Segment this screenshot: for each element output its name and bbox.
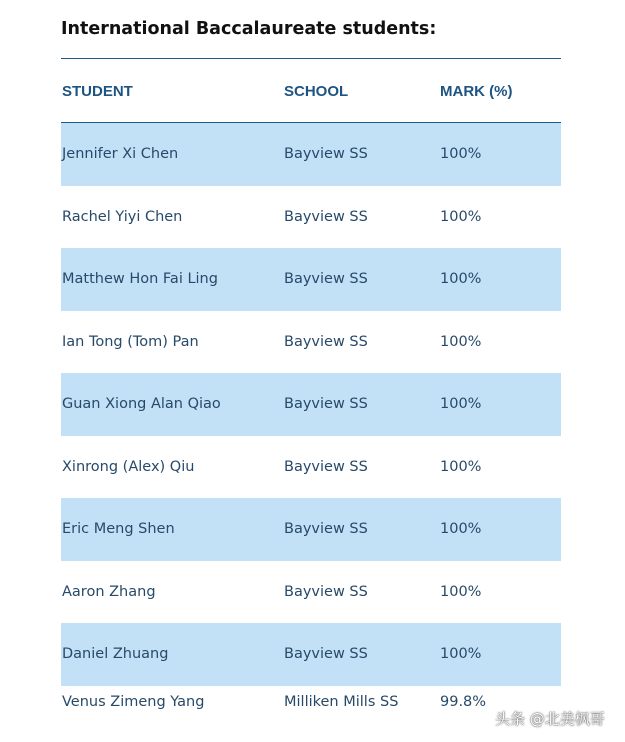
mark-cell: 100% — [440, 458, 482, 475]
school-cell: Milliken Mills SS — [284, 693, 399, 710]
school-cell: Bayview SS — [284, 458, 368, 475]
student-name-cell: Xinrong (Alex) Qiu — [62, 458, 195, 475]
mark-cell: 100% — [440, 583, 482, 600]
student-name-cell: Eric Meng Shen — [62, 521, 175, 537]
table-row — [61, 436, 561, 499]
student-name-cell: Ian Tong (Tom) Pan — [62, 333, 199, 350]
student-name-cell: Daniel Zhuang — [62, 646, 169, 662]
school-cell: Bayview SS — [284, 146, 368, 162]
school-cell: Bayview SS — [284, 521, 368, 537]
student-name-cell: Jennifer Xi Chen — [62, 146, 179, 162]
student-name-cell: Rachel Yiyi Chen — [62, 208, 183, 225]
table-row — [61, 373, 561, 436]
mark-cell: 100% — [440, 396, 482, 412]
school-cell: Bayview SS — [284, 396, 368, 412]
table-header-row — [61, 59, 561, 123]
mark-cell: 100% — [440, 646, 482, 662]
students-table — [61, 58, 561, 726]
column-header-school: SCHOOL — [284, 83, 349, 100]
table-row — [61, 561, 561, 624]
table-row — [61, 186, 561, 249]
school-cell: Bayview SS — [284, 583, 368, 600]
table-row — [61, 623, 561, 686]
school-cell: Bayview SS — [284, 208, 368, 225]
mark-cell: 100% — [440, 333, 482, 350]
student-name-cell: Venus Zimeng Yang — [62, 693, 205, 710]
mark-cell: 100% — [440, 208, 482, 225]
mark-cell: 100% — [440, 271, 482, 287]
page-heading: International Baccalaureate students: — [61, 19, 437, 39]
student-name-cell: Guan Xiong Alan Qiao — [62, 396, 221, 412]
column-header-student: STUDENT — [62, 83, 133, 100]
watermark-text: 头条 @北美枫哥 — [495, 710, 605, 728]
student-name-cell: Matthew Hon Fai Ling — [62, 271, 218, 287]
mark-cell: 100% — [440, 521, 482, 537]
mark-cell: 99.8% — [440, 693, 487, 710]
table-row — [61, 123, 561, 186]
table-row — [61, 686, 561, 726]
table-row — [61, 311, 561, 374]
school-cell: Bayview SS — [284, 271, 368, 287]
school-cell: Bayview SS — [284, 333, 368, 350]
column-header-mark: MARK (%) — [440, 83, 513, 100]
mark-cell: 100% — [440, 146, 482, 162]
school-cell: Bayview SS — [284, 646, 368, 662]
student-name-cell: Aaron Zhang — [62, 583, 156, 600]
table-row — [61, 248, 561, 311]
table-row — [61, 498, 561, 561]
